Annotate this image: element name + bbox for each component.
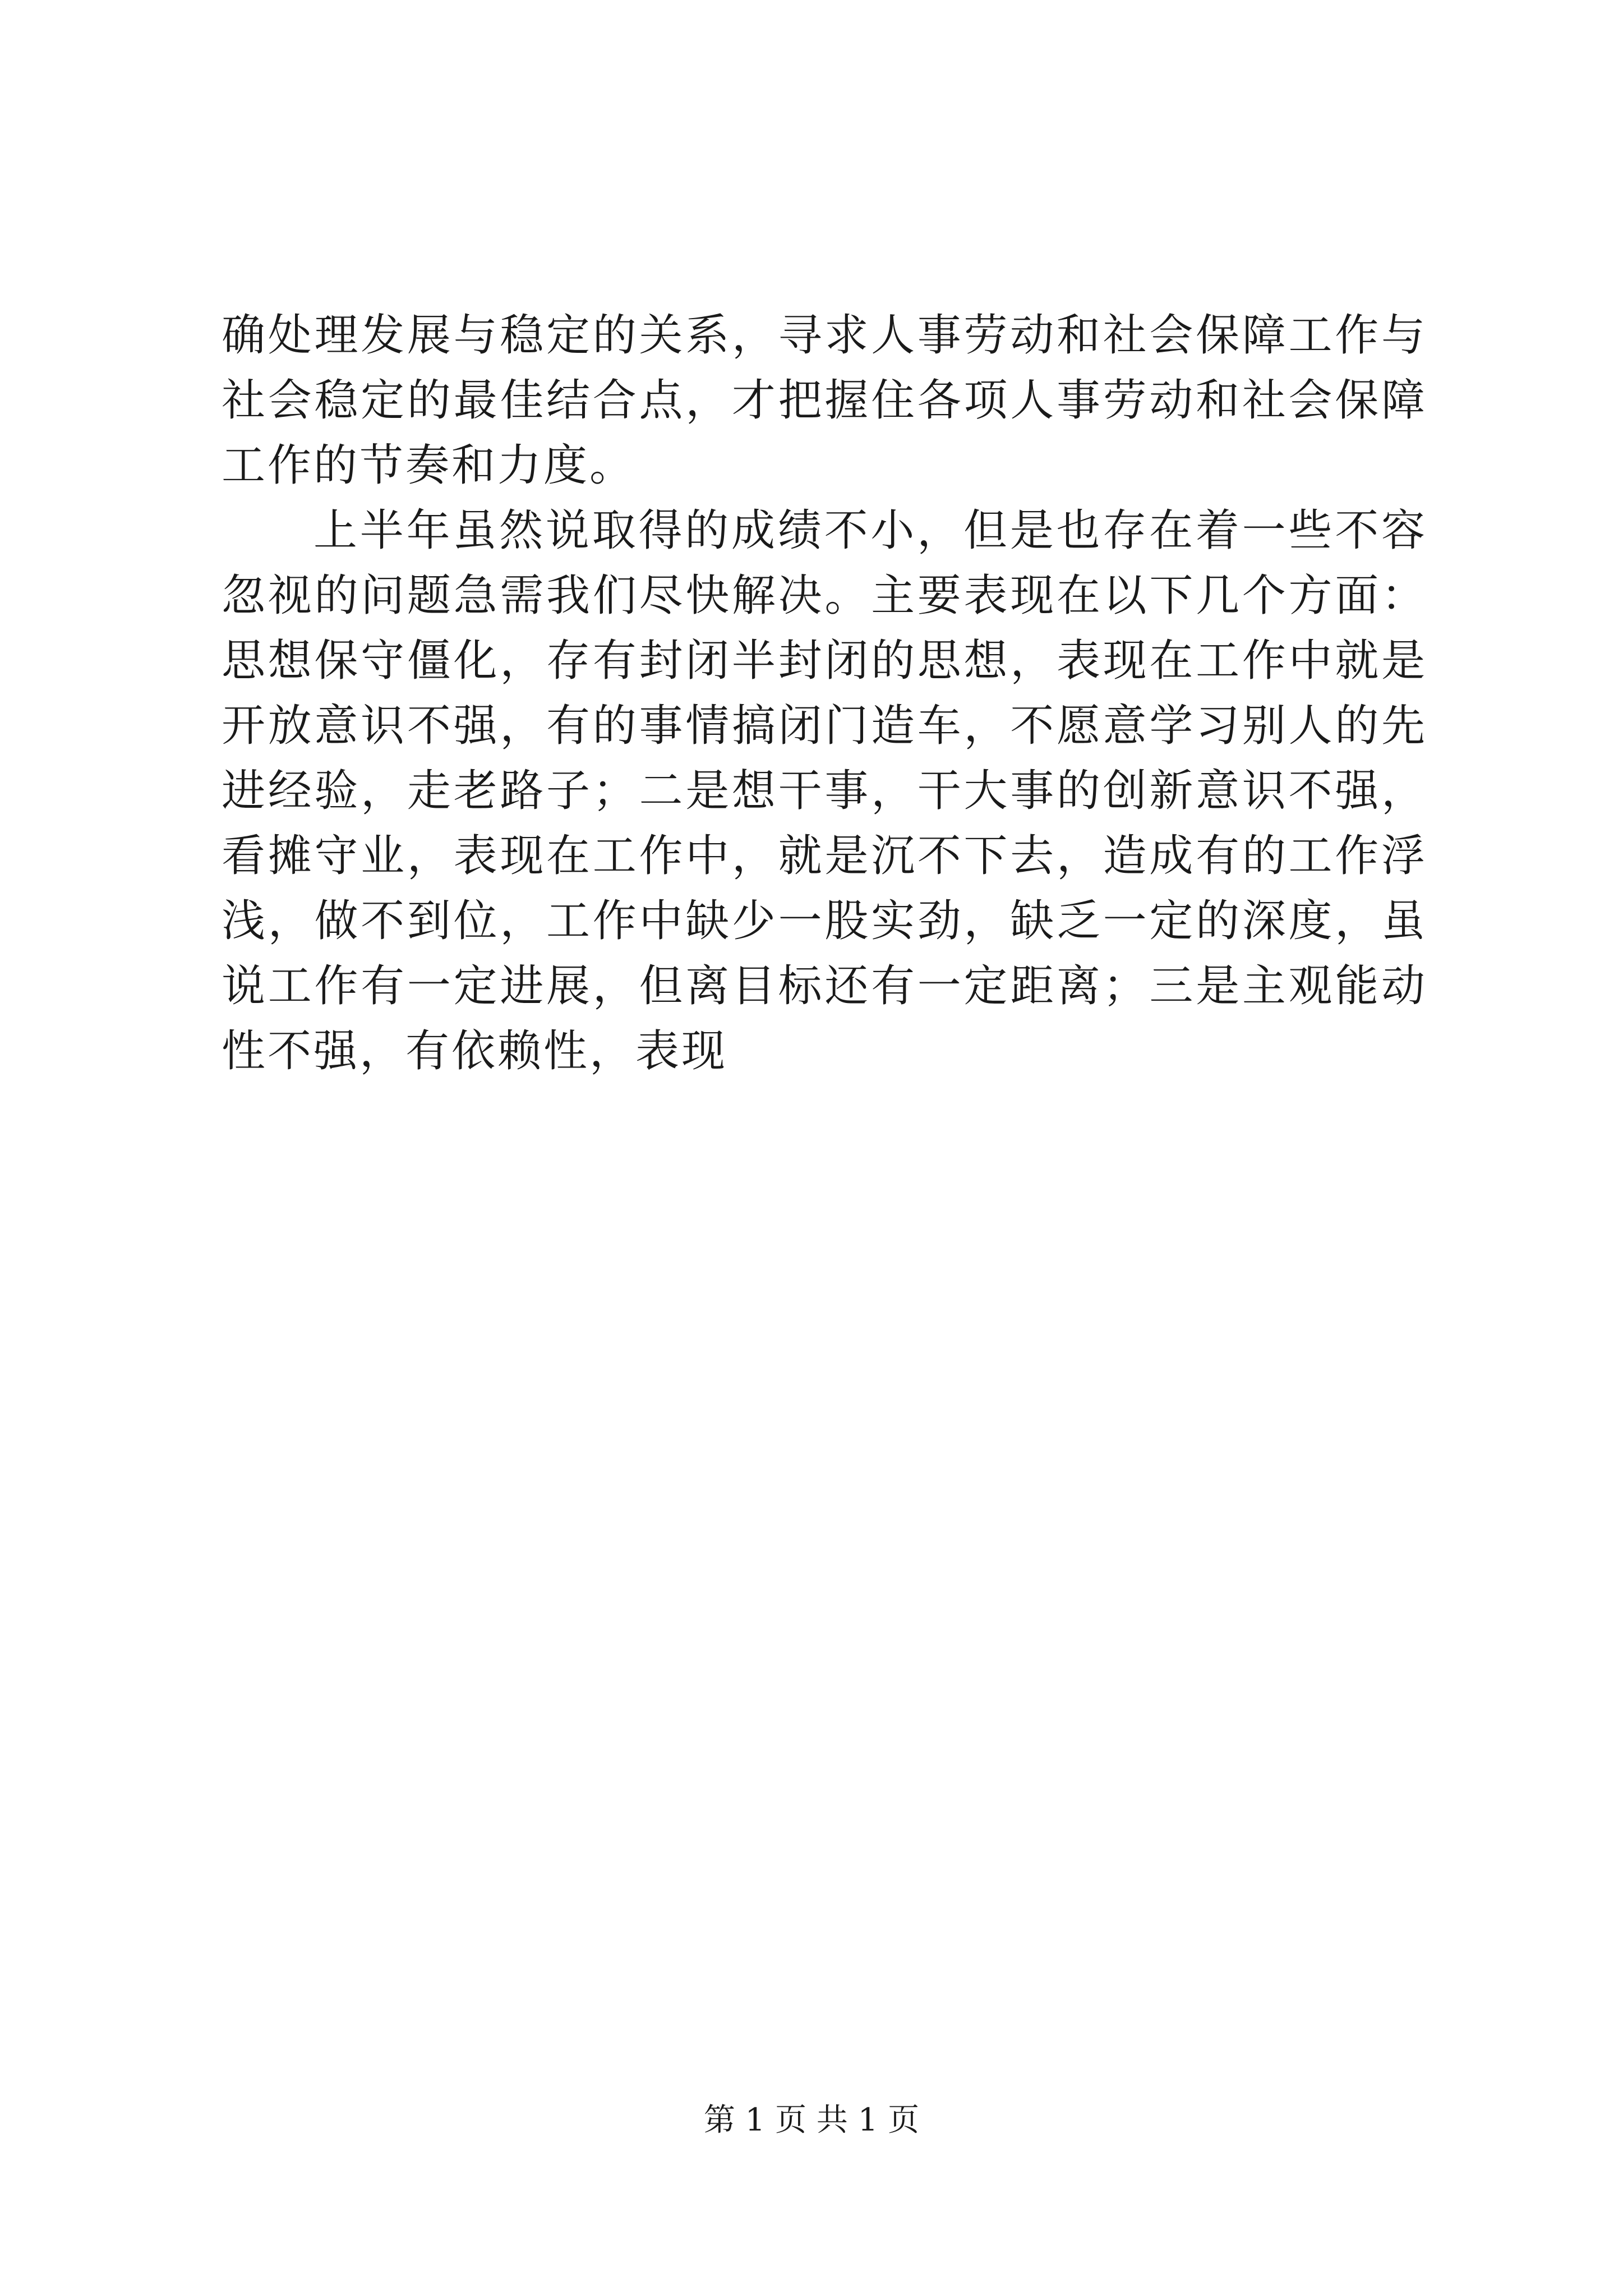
page-footer: 第 1 页 共 1 页	[703, 2102, 920, 2138]
paragraph-continuation: 确处理发展与稳定的关系，寻求人事劳动和社会保障工作与社会稳定的最佳结合点，才把握住各项人事劳动和社会保障工作的节奏和力度。	[222, 310, 1427, 491]
paragraph-problems: 上半年虽然说取得的成绩不小，但是也存在着一些不容忽视的问题急需我们尽快解决。主要表现在以下几个方面：思想保守僵化，存有封闭半封闭的思想，表现在工作中就是开放意识不强，有的事情搞闭门造车，不愿意学习别人的先进经验，走老路子；二是想干事，干大事的创新意识不强，看摊守业，表现在工作中，就是沉不下去，造成有的工作浮浅，做不到位，工作中缺少一股实劲，缺乏一定的深度，虽说工作有一定进展，但离目标还有一定距离；三是主观能动性不强，有依赖性，表现	[222, 505, 1427, 1076]
document-body	[222, 303, 1427, 1084]
